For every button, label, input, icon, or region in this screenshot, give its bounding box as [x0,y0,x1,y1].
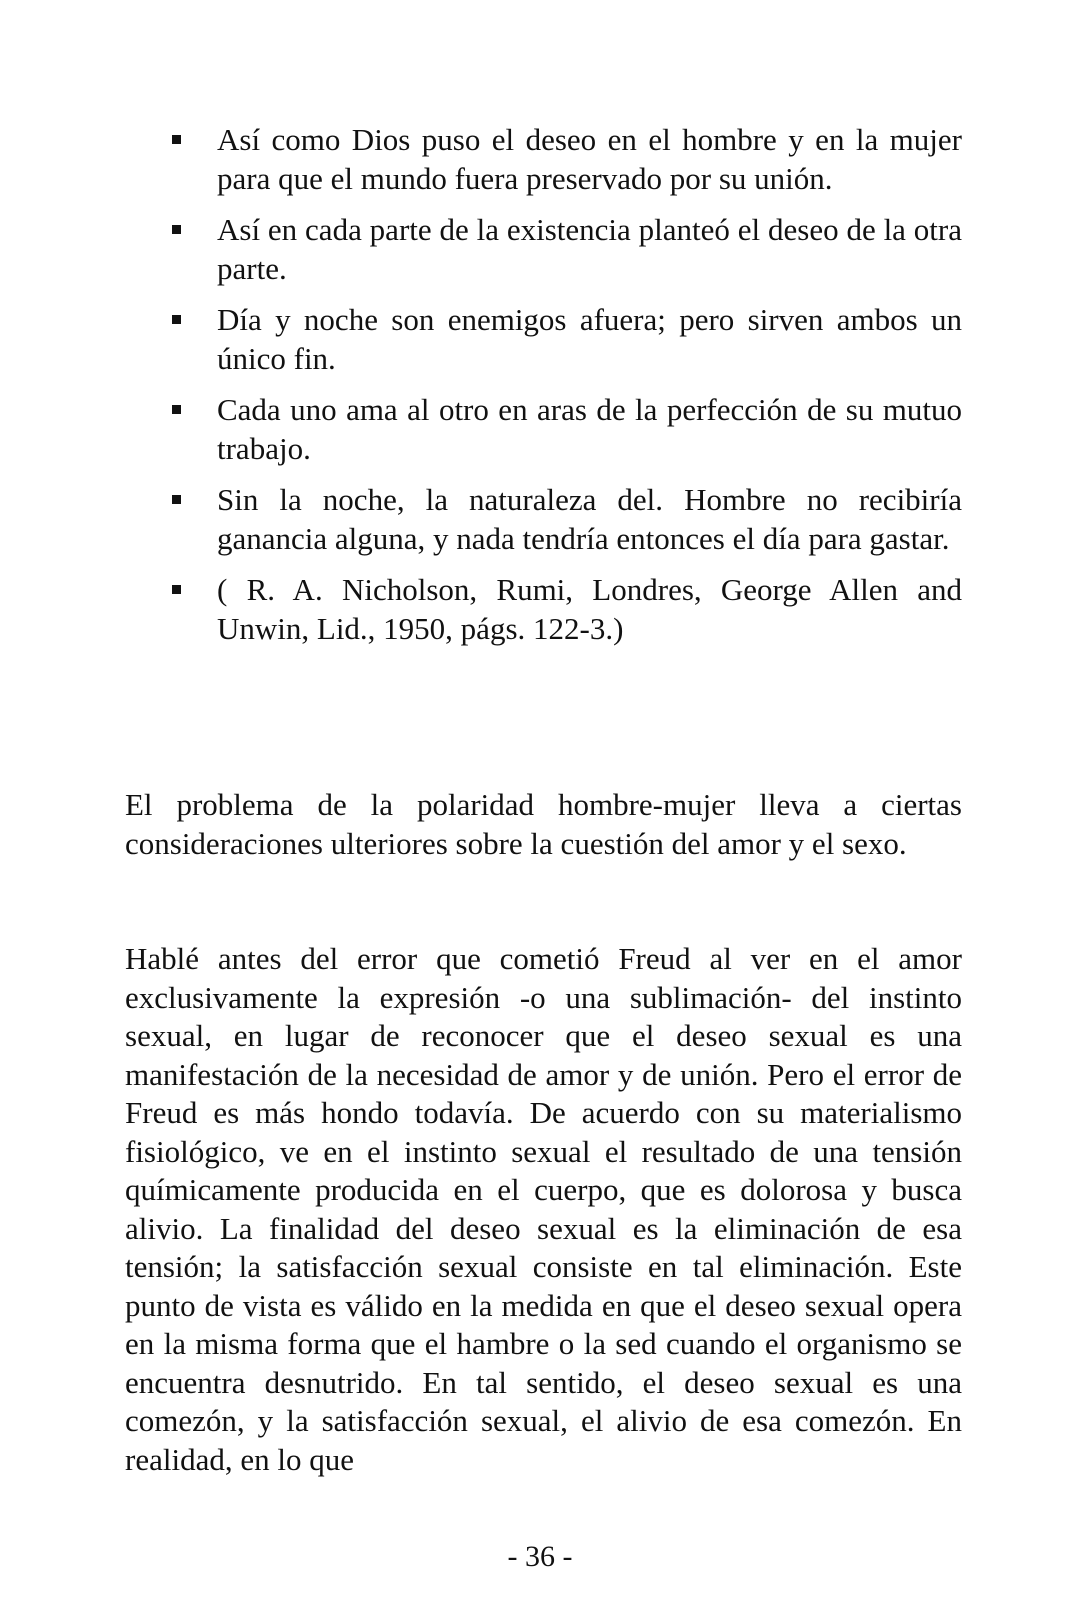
square-bullet-icon [172,225,181,234]
square-bullet-icon [172,135,181,144]
list-item [172,301,962,378]
list-item [172,571,962,648]
bullet-text: Así en cada parte de la existencia planteó el deseo de la otra parte. [217,212,962,286]
bullet-text: Día y noche son enemigos afuera; pero sirven ambos un único fin. [217,302,962,376]
bullet-text: Así como Dios puso el deseo en el hombre y en la mujer para que el mundo fuera preservado por su unión. [217,122,962,196]
bullet-text: Sin la noche, la naturaleza del. Hombre no recibiría ganancia alguna, y nada tendría entonces el día para gastar. [217,482,962,556]
list-item [172,481,962,558]
square-bullet-icon [172,495,181,504]
page-number: - 36 - [507,1540,573,1573]
list-item [172,391,962,468]
bullet-text: Cada uno ama al otro en aras de la perfección de su mutuo trabajo. [217,392,962,466]
list-item [172,121,962,198]
square-bullet-icon [172,315,181,324]
quote-bullet-list [172,121,962,661]
square-bullet-icon [172,405,181,414]
citation-text: ( R. A. Nicholson, Rumi, Londres, George Allen and Unwin, Lid., 1950, págs. 122-3.) [217,572,962,646]
body-paragraph: El problema de la polaridad hombre-mujer lleva a ciertas consideraciones ulteriores sobre la cuestión del amor y el sexo. [125,787,962,861]
square-bullet-icon [172,585,181,594]
list-item [172,211,962,288]
body-paragraph: Hablé antes del error que cometió Freud al ver en el amor exclusivamente la expresión -o una sublimación- del instinto sexual, en lugar de reconocer que el deseo sexual es una manifestación de la necesidad de amor y de unión. Pero el error de Freud es más hondo todavía. De acuerdo con su materialismo fisiológico, ve en el instinto sexual el resultado de una tensión químicamente producida en el cuerpo, que es dolorosa y busca alivio. La finalidad del deseo sexual es la eliminación de esa tensión; la satisfacción sexual consiste en tal eliminación. Este punto de vista es válido en la medida en que el deseo sexual opera en la misma forma que el hambre o la sed cuando el organismo se encuentra desnutrido. En tal sentido, el deseo sexual es una comezón, y la satisfacción sexual, el alivio de esa comezón. En realidad, en lo que [125,941,962,1477]
